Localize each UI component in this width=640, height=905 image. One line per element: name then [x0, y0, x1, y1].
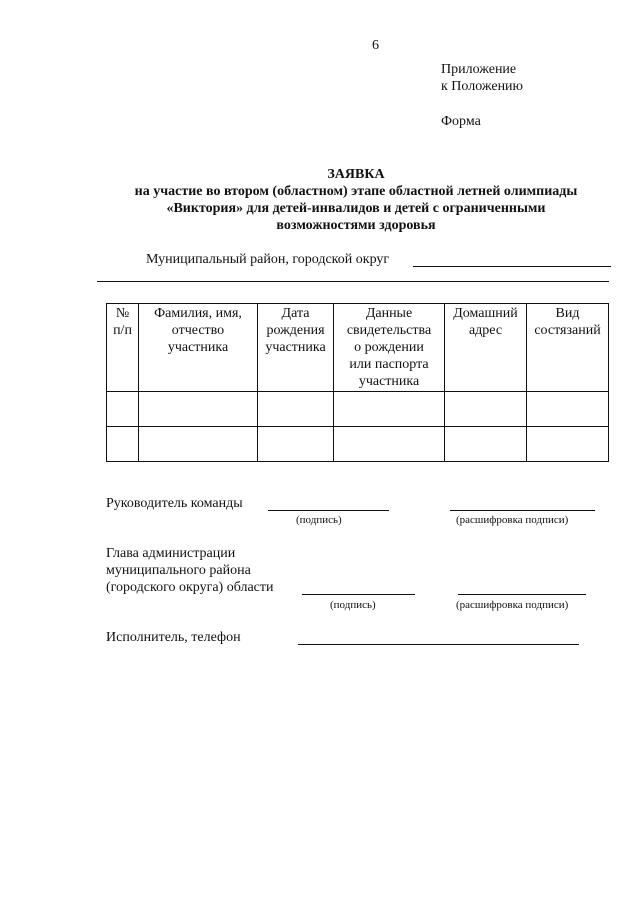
table-cell[interactable] — [527, 392, 609, 427]
table-cell[interactable] — [334, 392, 445, 427]
appendix-line-1: Приложение — [441, 62, 517, 77]
head-signature-caption: (подпись) — [330, 599, 376, 611]
table-cell[interactable] — [527, 427, 609, 462]
column-header-address: Домашний адрес — [445, 304, 527, 392]
column-header-birth-date: Дата рождения участника — [258, 304, 334, 392]
document-title — [96, 166, 616, 234]
table-cell[interactable] — [445, 392, 527, 427]
head-decoding-field[interactable] — [458, 594, 586, 595]
participants-table — [106, 303, 609, 462]
column-header-documents: Данные свидетельства о рождении или паспорта участника — [334, 304, 445, 392]
title-line-3: возможностями здоровья — [276, 218, 436, 233]
table-row — [107, 427, 609, 462]
head-label-line-1: Глава администрации — [106, 546, 236, 561]
table-cell[interactable] — [258, 427, 334, 462]
form-label: Форма — [441, 114, 481, 129]
table-cell[interactable] — [258, 392, 334, 427]
title-line-2: «Виктория» для детей-инвалидов и детей с ограниченными — [166, 201, 546, 216]
table-cell[interactable] — [107, 427, 139, 462]
title-line-1: на участие во втором (областном) этапе областной летней олимпиады — [134, 184, 578, 199]
table-cell[interactable] — [139, 427, 258, 462]
executor-phone-field[interactable] — [298, 644, 579, 645]
district-field-continuation[interactable] — [97, 281, 609, 282]
head-signature-field[interactable] — [302, 594, 415, 595]
head-label-line-3: (городского округа) области — [106, 580, 274, 595]
appendix-line-2: к Положению — [441, 79, 524, 94]
table-cell[interactable] — [445, 427, 527, 462]
table-header-row — [107, 304, 609, 392]
team-leader-signature-field[interactable] — [268, 510, 389, 511]
column-header-competition: Вид состязаний — [527, 304, 609, 392]
team-leader-decoding-caption: (расшифровка подписи) — [456, 514, 569, 526]
table-cell[interactable] — [139, 392, 258, 427]
team-leader-signature-caption: (подпись) — [296, 514, 342, 526]
table-cell[interactable] — [334, 427, 445, 462]
head-label-line-2: муниципального района — [106, 563, 251, 578]
executor-label: Исполнитель, телефон — [106, 630, 241, 645]
district-label: Муниципальный район, городской округ — [146, 252, 390, 267]
column-header-full-name: Фамилия, имя, отчество участника — [139, 304, 258, 392]
table-cell[interactable] — [107, 392, 139, 427]
team-leader-label: Руководитель команды — [106, 496, 243, 511]
column-header-number: № п/п — [107, 304, 139, 392]
page-number: 6 — [372, 38, 379, 53]
district-field[interactable] — [413, 266, 611, 267]
head-decoding-caption: (расшифровка подписи) — [456, 599, 569, 611]
team-leader-decoding-field[interactable] — [450, 510, 595, 511]
title-main: ЗАЯВКА — [327, 167, 385, 182]
table-row — [107, 392, 609, 427]
